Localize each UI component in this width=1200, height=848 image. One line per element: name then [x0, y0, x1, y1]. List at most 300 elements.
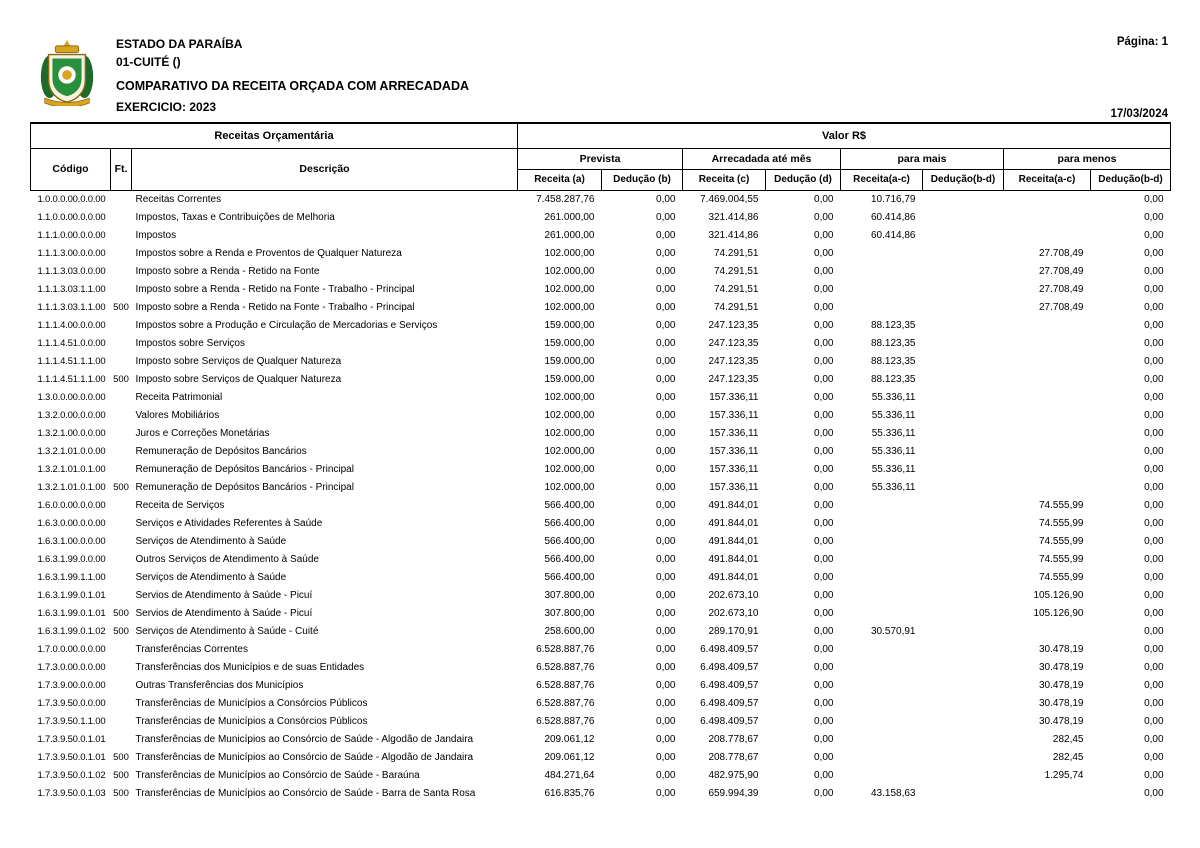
ft-cell: [111, 245, 132, 263]
receita-a-cell: 566.400,00: [544, 517, 595, 529]
para-menos-deducao-cell: 0,00: [1144, 229, 1164, 241]
table-row: [31, 245, 1171, 263]
receita-a-cell: 6.528.887,76: [536, 715, 595, 727]
para-mais-receita-cell: [841, 641, 923, 659]
deducao-b-cell: 0,00: [656, 463, 676, 475]
ft-cell: [111, 533, 132, 551]
para-mais-receita-cell: 88.123,35: [871, 355, 916, 367]
descricao-cell: Servios de Atendimento à Saúde - Picuí: [135, 589, 313, 601]
receita-a-cell: 307.800,00: [544, 607, 595, 619]
col-deducao-b: Dedução (b): [602, 169, 683, 190]
para-mais-deducao-cell: [923, 335, 1004, 353]
deducao-d-cell: 0,00: [814, 481, 834, 493]
group-prevista: Prevista: [518, 148, 683, 169]
receita-a-cell: 102.000,00: [544, 409, 595, 421]
para-menos-receita-cell: 74.555,99: [1039, 553, 1084, 565]
receita-c-cell: 321.414,86: [708, 211, 759, 223]
codigo-cell: 1.3.2.1.00.0.0.00: [37, 427, 106, 439]
ft-cell: 500: [113, 787, 129, 799]
codigo-cell: 1.6.0.0.00.0.0.00: [37, 499, 106, 511]
para-menos-receita-cell: [1004, 461, 1091, 479]
codigo-cell: 1.1.1.4.51.1.1.00: [37, 373, 106, 385]
deducao-d-cell: 0,00: [814, 553, 834, 565]
col-para-menos-receita: Receita(a-c): [1004, 169, 1091, 190]
table-row: [31, 569, 1171, 587]
deducao-d-cell: 0,00: [814, 193, 834, 205]
para-mais-receita-cell: [841, 497, 923, 515]
para-menos-receita-cell: [1004, 317, 1091, 335]
receita-c-cell: 482.975,90: [708, 769, 759, 781]
para-mais-receita-cell: 88.123,35: [871, 319, 916, 331]
deducao-b-cell: 0,00: [656, 355, 676, 367]
receita-c-cell: 6.498.409,57: [700, 715, 759, 727]
receita-a-cell: 6.528.887,76: [536, 643, 595, 655]
para-mais-receita-cell: 60.414,86: [871, 229, 916, 241]
para-menos-receita-cell: 105.126,90: [1033, 589, 1084, 601]
para-menos-deducao-cell: 0,00: [1144, 409, 1164, 421]
para-menos-deducao-cell: 0,00: [1144, 679, 1164, 691]
col-ft: Ft.: [111, 148, 132, 190]
receita-c-cell: 491.844,01: [708, 499, 759, 511]
para-menos-receita-cell: [1004, 209, 1091, 227]
receita-c-cell: 491.844,01: [708, 553, 759, 565]
receita-a-cell: 7.458.287,76: [536, 193, 595, 205]
header-group-row: [31, 123, 1171, 148]
deducao-b-cell: 0,00: [656, 301, 676, 313]
deducao-b-cell: 0,00: [656, 391, 676, 403]
receita-a-cell: 159.000,00: [544, 319, 595, 331]
para-mais-deducao-cell: [923, 659, 1004, 677]
table-row: [31, 659, 1171, 677]
ft-cell: [111, 587, 132, 605]
para-mais-receita-cell: 55.336,11: [871, 463, 916, 475]
para-menos-receita-cell: [1004, 227, 1091, 245]
para-menos-receita-cell: [1004, 623, 1091, 641]
table-row: [31, 641, 1171, 659]
receita-a-cell: 258.600,00: [544, 625, 595, 637]
receita-c-cell: 202.673,10: [708, 607, 759, 619]
receita-a-cell: 566.400,00: [544, 499, 595, 511]
para-menos-deducao-cell: 0,00: [1144, 769, 1164, 781]
col-deducao-d: Dedução (d): [766, 169, 841, 190]
table-row: [31, 281, 1171, 299]
para-mais-receita-cell: [841, 749, 923, 767]
deducao-b-cell: 0,00: [656, 193, 676, 205]
deducao-d-cell: 0,00: [814, 355, 834, 367]
para-menos-receita-cell: [1004, 371, 1091, 389]
descricao-cell: Outros Serviços de Atendimento à Saúde: [135, 553, 319, 565]
para-menos-receita-cell: [1004, 443, 1091, 461]
deducao-b-cell: 0,00: [656, 733, 676, 745]
table-row: [31, 190, 1171, 209]
codigo-cell: 1.7.3.0.00.0.0.00: [37, 661, 106, 673]
receita-a-cell: 102.000,00: [544, 391, 595, 403]
table-row: [31, 551, 1171, 569]
receita-c-cell: 247.123,35: [708, 319, 759, 331]
ft-cell: [111, 551, 132, 569]
para-menos-deducao-cell: 0,00: [1144, 787, 1164, 799]
col-para-mais-deducao: Dedução(b-d): [923, 169, 1004, 190]
deducao-b-cell: 0,00: [656, 319, 676, 331]
deducao-d-cell: 0,00: [814, 643, 834, 655]
para-menos-deducao-cell: 0,00: [1144, 265, 1164, 277]
descricao-cell: Transferências de Municípios a Consórcios Públicos: [135, 697, 368, 709]
para-menos-receita-cell: 74.555,99: [1039, 571, 1084, 583]
descricao-cell: Impostos sobre a Renda e Proventos de Qualquer Natureza: [135, 247, 402, 259]
descricao-cell: Juros e Correções Monetárias: [135, 427, 270, 439]
receita-a-cell: 102.000,00: [544, 427, 595, 439]
descricao-cell: Receita Patrimonial: [135, 391, 223, 403]
table-row: [31, 227, 1171, 245]
ft-cell: 500: [113, 481, 129, 493]
para-menos-receita-cell: 30.478,19: [1039, 643, 1084, 655]
descricao-cell: Impostos, Taxas e Contribuições de Melhoria: [135, 211, 335, 223]
para-mais-deducao-cell: [923, 533, 1004, 551]
para-mais-receita-cell: [841, 515, 923, 533]
receita-a-cell: 102.000,00: [544, 463, 595, 475]
para-menos-receita-cell: [1004, 335, 1091, 353]
para-mais-deducao-cell: [923, 605, 1004, 623]
descricao-cell: Transferências de Municípios ao Consórcio de Saúde - Baraúna: [135, 769, 420, 781]
para-mais-receita-cell: 55.336,11: [871, 409, 916, 421]
table-row: [31, 389, 1171, 407]
ft-cell: [111, 389, 132, 407]
codigo-cell: 1.3.2.1.01.0.1.00: [37, 463, 106, 475]
deducao-d-cell: 0,00: [814, 499, 834, 511]
para-mais-receita-cell: 88.123,35: [871, 373, 916, 385]
para-menos-deducao-cell: 0,00: [1144, 193, 1164, 205]
deducao-b-cell: 0,00: [656, 337, 676, 349]
receita-c-cell: 321.414,86: [708, 229, 759, 241]
receita-c-cell: 74.291,51: [714, 247, 759, 259]
codigo-cell: 1.1.1.4.00.0.0.00: [37, 319, 106, 331]
para-mais-deducao-cell: [923, 623, 1004, 641]
deducao-d-cell: 0,00: [814, 787, 834, 799]
para-mais-receita-cell: [841, 569, 923, 587]
ft-cell: [111, 677, 132, 695]
para-menos-deducao-cell: 0,00: [1144, 589, 1164, 601]
para-mais-receita-cell: [841, 767, 923, 785]
para-mais-receita-cell: [841, 731, 923, 749]
para-mais-deducao-cell: [923, 785, 1004, 803]
deducao-b-cell: 0,00: [656, 643, 676, 655]
codigo-cell: 1.1.1.4.51.0.0.00: [37, 337, 106, 349]
para-menos-deducao-cell: 0,00: [1144, 247, 1164, 259]
para-menos-deducao-cell: 0,00: [1144, 481, 1164, 493]
col-receita-a: Receita (a): [518, 169, 602, 190]
para-menos-receita-cell: [1004, 353, 1091, 371]
para-mais-receita-cell: [841, 551, 923, 569]
para-mais-deducao-cell: [923, 749, 1004, 767]
receita-c-cell: 6.498.409,57: [700, 661, 759, 673]
para-mais-deducao-cell: [923, 263, 1004, 281]
descricao-cell: Impostos sobre Serviços: [135, 337, 245, 349]
para-menos-receita-cell: [1004, 407, 1091, 425]
exercise-label: EXERCICIO: 2023: [116, 100, 217, 114]
para-menos-receita-cell: 1.295,74: [1044, 769, 1084, 781]
deducao-d-cell: 0,00: [814, 283, 834, 295]
deducao-d-cell: 0,00: [814, 571, 834, 583]
para-menos-receita-cell: 30.478,19: [1039, 697, 1084, 709]
receita-c-cell: 157.336,11: [709, 463, 759, 475]
codigo-cell: 1.1.1.0.00.0.0.00: [37, 229, 106, 241]
codigo-cell: 1.6.3.1.00.0.0.00: [37, 535, 106, 547]
para-mais-receita-cell: 55.336,11: [871, 391, 916, 403]
deducao-b-cell: 0,00: [656, 535, 676, 547]
descricao-cell: Transferências Correntes: [135, 643, 248, 655]
ft-cell: [111, 641, 132, 659]
ft-cell: 500: [113, 769, 129, 781]
para-mais-deducao-cell: [923, 407, 1004, 425]
para-mais-receita-cell: [841, 245, 923, 263]
para-mais-deducao-cell: [923, 731, 1004, 749]
receita-c-cell: 6.498.409,57: [700, 697, 759, 709]
table-row: [31, 407, 1171, 425]
para-mais-deducao-cell: [923, 209, 1004, 227]
para-menos-deducao-cell: 0,00: [1144, 643, 1164, 655]
para-mais-receita-cell: [841, 695, 923, 713]
page-number: Página: 1: [1116, 36, 1168, 48]
deducao-d-cell: 0,00: [814, 391, 834, 403]
deducao-d-cell: 0,00: [814, 337, 834, 349]
receita-a-cell: 159.000,00: [544, 373, 595, 385]
receita-c-cell: 7.469.004,55: [700, 193, 759, 205]
deducao-b-cell: 0,00: [656, 553, 676, 565]
para-menos-deducao-cell: 0,00: [1144, 463, 1164, 475]
codigo-cell: 1.1.0.0.00.0.0.00: [37, 211, 106, 223]
receita-c-cell: 659.994,39: [708, 787, 759, 799]
receita-a-cell: 307.800,00: [544, 589, 595, 601]
deducao-d-cell: 0,00: [814, 715, 834, 727]
deducao-d-cell: 0,00: [814, 319, 834, 331]
receita-c-cell: 247.123,35: [708, 373, 759, 385]
table-row: [31, 479, 1171, 497]
report-title: COMPARATIVO DA RECEITA ORÇADA COM ARRECADADA: [116, 79, 469, 93]
report-page: [30, 34, 1170, 803]
descricao-cell: Serviços de Atendimento à Saúde: [135, 535, 287, 547]
ft-cell: [111, 695, 132, 713]
para-menos-receita-cell: 105.126,90: [1033, 607, 1084, 619]
para-mais-receita-cell: 30.570,91: [871, 625, 916, 637]
revenue-table-header: [31, 123, 1171, 190]
receita-c-cell: 491.844,01: [708, 535, 759, 547]
codigo-cell: 1.3.2.1.01.0.0.00: [37, 445, 106, 457]
table-row: [31, 785, 1171, 803]
codigo-cell: 1.6.3.1.99.0.1.02: [37, 625, 106, 637]
table-row: [31, 695, 1171, 713]
ft-cell: 500: [113, 751, 129, 763]
para-menos-receita-cell: 30.478,19: [1039, 661, 1084, 673]
table-row: [31, 533, 1171, 551]
receita-a-cell: 6.528.887,76: [536, 697, 595, 709]
codigo-cell: 1.7.3.9.50.1.1.00: [37, 715, 106, 727]
para-menos-receita-cell: [1004, 190, 1091, 209]
codigo-cell: 1.6.3.0.00.0.0.00: [37, 517, 106, 529]
para-menos-receita-cell: 74.555,99: [1039, 517, 1084, 529]
receita-c-cell: 6.498.409,57: [700, 643, 759, 655]
receita-c-cell: 74.291,51: [714, 301, 759, 313]
receita-a-cell: 484.271,64: [544, 769, 595, 781]
codigo-cell: 1.6.3.1.99.0.1.01: [37, 589, 106, 601]
ft-cell: [111, 659, 132, 677]
org-name: ESTADO DA PARAÍBA: [116, 37, 243, 51]
ft-cell: [111, 497, 132, 515]
ft-cell: 500: [113, 373, 129, 385]
codigo-cell: 1.6.3.1.99.0.1.01: [37, 607, 106, 619]
ft-cell: [111, 425, 132, 443]
descricao-cell: Remuneração de Depósitos Bancários: [135, 445, 307, 457]
para-mais-receita-cell: [841, 533, 923, 551]
deducao-b-cell: 0,00: [656, 481, 676, 493]
para-menos-receita-cell: [1004, 425, 1091, 443]
deducao-b-cell: 0,00: [656, 445, 676, 457]
para-mais-receita-cell: 43.158,63: [871, 787, 916, 799]
coat-of-arms-logo: [36, 38, 98, 106]
para-menos-receita-cell: 27.708,49: [1039, 301, 1084, 313]
receita-a-cell: 6.528.887,76: [536, 679, 595, 691]
deducao-d-cell: 0,00: [814, 427, 834, 439]
codigo-cell: 1.3.0.0.00.0.0.00: [37, 391, 106, 403]
codigo-cell: 1.6.3.1.99.0.0.00: [37, 553, 106, 565]
header-subgroup-row: [31, 148, 1171, 169]
ft-cell: [111, 353, 132, 371]
deducao-b-cell: 0,00: [656, 625, 676, 637]
para-menos-receita-cell: 27.708,49: [1039, 265, 1084, 277]
report-header: [30, 34, 1170, 122]
codigo-cell: 1.7.3.9.50.0.0.00: [37, 697, 106, 709]
receita-c-cell: 289.170,91: [708, 625, 759, 637]
deducao-d-cell: 0,00: [814, 733, 834, 745]
header-text-block: [116, 36, 469, 115]
deducao-b-cell: 0,00: [656, 247, 676, 259]
deducao-b-cell: 0,00: [656, 409, 676, 421]
para-menos-deducao-cell: 0,00: [1144, 661, 1164, 673]
para-menos-receita-cell: 30.478,19: [1039, 715, 1084, 727]
receita-c-cell: 202.673,10: [708, 589, 759, 601]
descricao-cell: Transferências de Municípios ao Consórcio de Saúde - Algodão de Jandaira: [135, 733, 474, 745]
para-mais-receita-cell: [841, 677, 923, 695]
receita-c-cell: 6.498.409,57: [700, 679, 759, 691]
para-menos-deducao-cell: 0,00: [1144, 517, 1164, 529]
para-menos-receita-cell: 282,45: [1052, 751, 1084, 763]
descricao-cell: Serviços e Atividades Referentes à Saúde: [135, 517, 323, 529]
table-row: [31, 263, 1171, 281]
ft-cell: [111, 443, 132, 461]
ft-cell: [111, 569, 132, 587]
descricao-cell: Imposto sobre Serviços de Qualquer Natureza: [135, 373, 342, 385]
group-para-mais: para mais: [841, 148, 1004, 169]
receita-a-cell: 102.000,00: [544, 481, 595, 493]
table-row: [31, 317, 1171, 335]
table-row: [31, 335, 1171, 353]
ft-cell: [111, 335, 132, 353]
ft-cell: [111, 227, 132, 245]
codigo-cell: 1.0.0.0.00.0.0.00: [37, 193, 106, 205]
para-mais-deducao-cell: [923, 767, 1004, 785]
ft-cell: [111, 731, 132, 749]
col-para-menos-deducao: Dedução(b-d): [1091, 169, 1171, 190]
ft-cell: [111, 713, 132, 731]
receita-a-cell: 261.000,00: [544, 229, 595, 241]
para-menos-deducao-cell: 0,00: [1144, 211, 1164, 223]
ft-cell: [111, 263, 132, 281]
descricao-cell: Outras Transferências dos Municípios: [135, 679, 304, 691]
deducao-d-cell: 0,00: [814, 463, 834, 475]
para-mais-deducao-cell: [923, 425, 1004, 443]
deducao-d-cell: 0,00: [814, 697, 834, 709]
deducao-b-cell: 0,00: [656, 769, 676, 781]
deducao-d-cell: 0,00: [814, 211, 834, 223]
deducao-b-cell: 0,00: [656, 589, 676, 601]
para-mais-receita-cell: 88.123,35: [871, 337, 916, 349]
para-menos-deducao-cell: 0,00: [1144, 733, 1164, 745]
group-receitas-orcamentaria: Receitas Orçamentária: [31, 123, 518, 148]
codigo-cell: 1.3.2.1.01.0.1.00: [37, 481, 106, 493]
deducao-b-cell: 0,00: [656, 661, 676, 673]
codigo-cell: 1.7.3.9.50.0.1.01: [37, 751, 106, 763]
receita-c-cell: 491.844,01: [708, 517, 759, 529]
receita-a-cell: 102.000,00: [544, 283, 595, 295]
deducao-b-cell: 0,00: [656, 229, 676, 241]
descricao-cell: Imposto sobre a Renda - Retido na Fonte - Trabalho - Principal: [135, 301, 415, 313]
table-row: [31, 497, 1171, 515]
deducao-d-cell: 0,00: [814, 679, 834, 691]
descricao-cell: Impostos: [135, 229, 177, 241]
revenue-table-body: [31, 190, 1171, 803]
para-menos-deducao-cell: 0,00: [1144, 499, 1164, 511]
receita-c-cell: 157.336,11: [709, 391, 759, 403]
para-mais-deducao-cell: [923, 641, 1004, 659]
codigo-cell: 1.1.1.3.03.0.0.00: [37, 265, 106, 277]
para-mais-deducao-cell: [923, 515, 1004, 533]
descricao-cell: Transferências de Municípios ao Consórcio de Saúde - Algodão de Jandaira: [135, 751, 474, 763]
deducao-d-cell: 0,00: [814, 751, 834, 763]
deducao-b-cell: 0,00: [656, 679, 676, 691]
table-row: [31, 299, 1171, 317]
para-menos-deducao-cell: 0,00: [1144, 373, 1164, 385]
descricao-cell: Impostos sobre a Produção e Circulação de Mercadorias e Serviços: [135, 319, 438, 331]
descricao-cell: Valores Mobiliários: [135, 409, 220, 421]
table-row: [31, 425, 1171, 443]
table-row: [31, 677, 1171, 695]
deducao-d-cell: 0,00: [814, 769, 834, 781]
para-mais-receita-cell: [841, 281, 923, 299]
receita-a-cell: 102.000,00: [544, 445, 595, 457]
para-menos-deducao-cell: 0,00: [1144, 715, 1164, 727]
para-mais-receita-cell: [841, 713, 923, 731]
descricao-cell: Receitas Correntes: [135, 193, 222, 205]
ft-cell: 500: [113, 625, 129, 637]
deducao-d-cell: 0,00: [814, 265, 834, 277]
para-menos-deducao-cell: 0,00: [1144, 391, 1164, 403]
para-menos-receita-cell: 30.478,19: [1039, 679, 1084, 691]
codigo-cell: 1.7.3.9.50.0.1.01: [37, 733, 106, 745]
descricao-cell: Servios de Atendimento à Saúde - Picuí: [135, 607, 313, 619]
ft-cell: 500: [113, 607, 129, 619]
ft-cell: [111, 515, 132, 533]
receita-c-cell: 157.336,11: [709, 409, 759, 421]
ft-cell: [111, 461, 132, 479]
receita-a-cell: 261.000,00: [544, 211, 595, 223]
para-mais-deducao-cell: [923, 587, 1004, 605]
deducao-b-cell: 0,00: [656, 211, 676, 223]
para-mais-deducao-cell: [923, 299, 1004, 317]
para-mais-deducao-cell: [923, 317, 1004, 335]
descricao-cell: Imposto sobre Serviços de Qualquer Natureza: [135, 355, 342, 367]
deducao-b-cell: 0,00: [656, 607, 676, 619]
deducao-d-cell: 0,00: [814, 607, 834, 619]
receita-a-cell: 566.400,00: [544, 535, 595, 547]
